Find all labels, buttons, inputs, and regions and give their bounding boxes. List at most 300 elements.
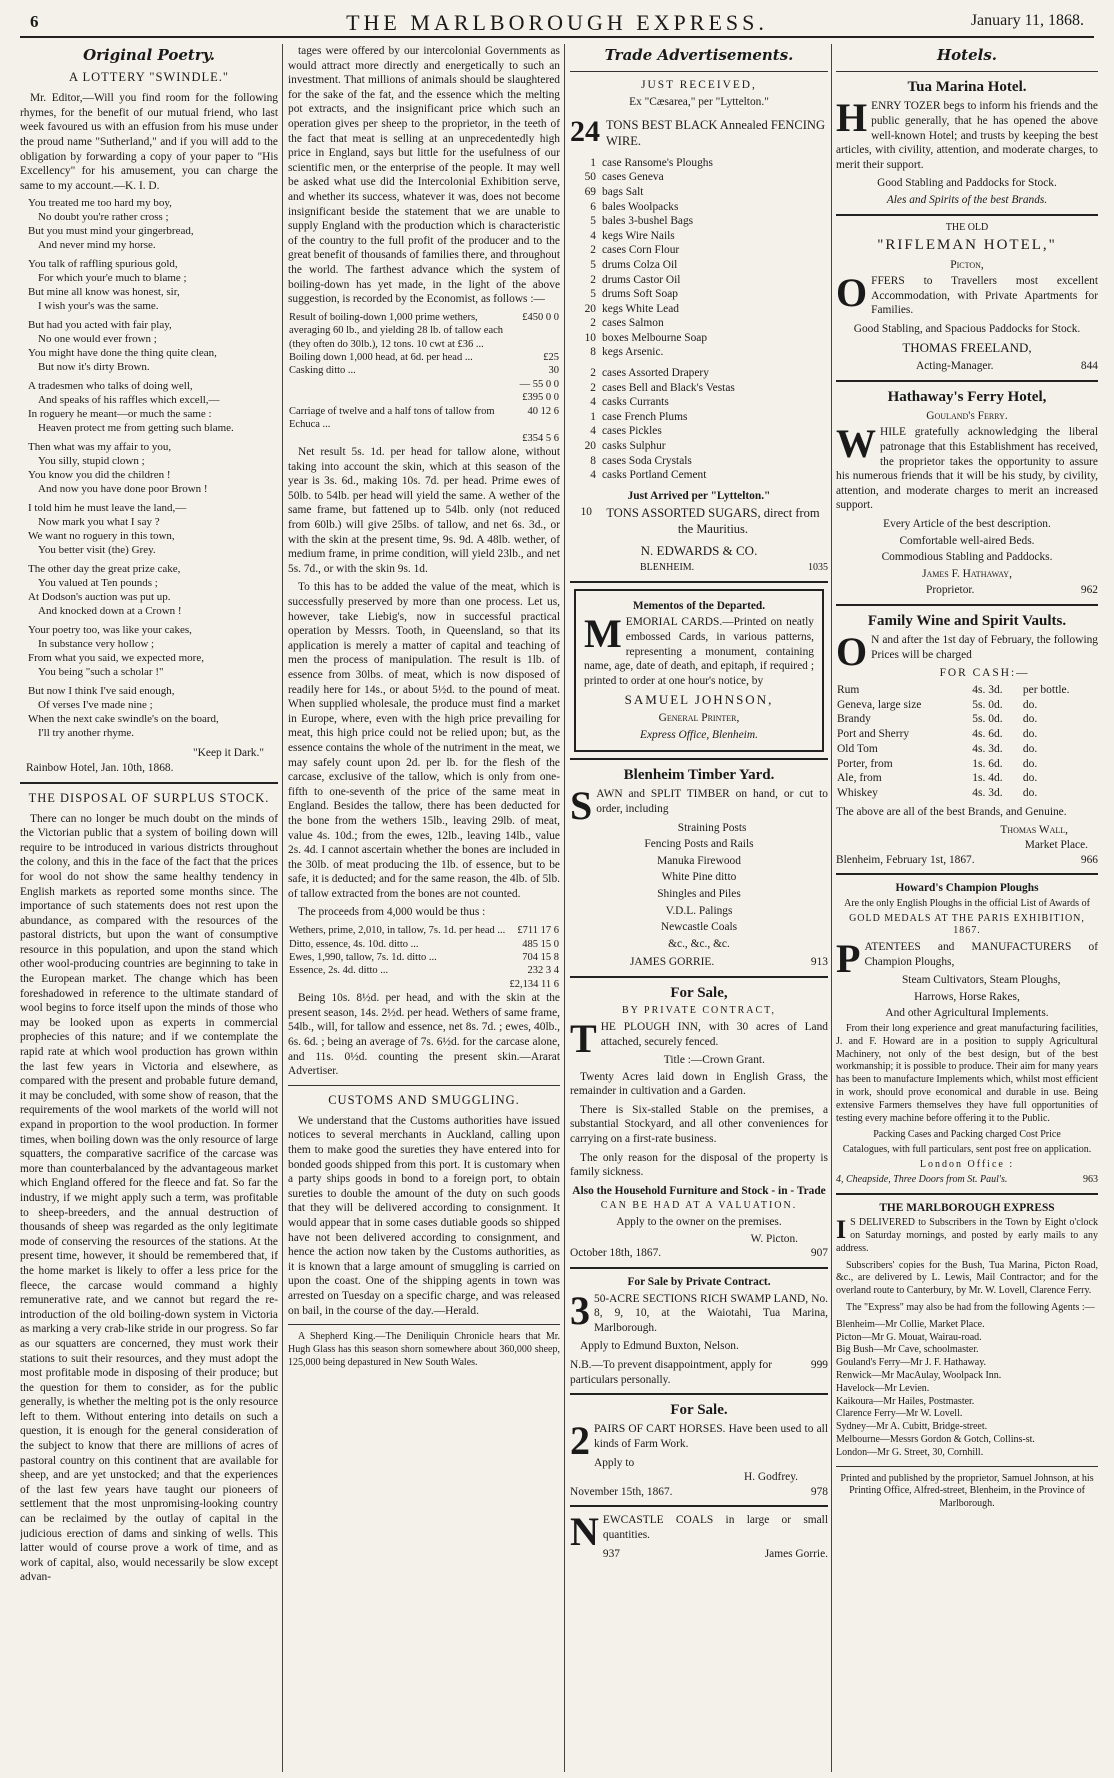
paragraph: tages were offered by our intercolonial Governments as would attract more directly and energetically to such an investment. That millions of animals should be slaughtered for the sake of the fat, and the essence which the melting pot extracts, and the insignificant price which such an operation gives per sheep to the proprietor, in the teeth of the fact that meat is selling at an unprecedentedly high price in England, says but little for the usefulness of our scientific men, or the enterprise of the people. It may well be asked what use did the Intercolonial Exhibition serve, and whether its success, whatever it was, does not become insignificant beside the statement that we are unable to supply England with the production which is characteristic of the country to the full profit of the producer and to the great benefit of thousands of families there, and throughout the world. The farthest advance which the system of boiling-down has yet made, in the light of the above suggestion, is recorded by the Economist, as follows :— bbox=[288, 45, 560, 306]
price-amount: 1s. 6d. bbox=[972, 757, 1003, 770]
goods-name: casks Portland Cement bbox=[602, 469, 707, 482]
howard-text: ATENTEES and MANUFACTURERS of Champion Ploughs, bbox=[864, 941, 1098, 968]
drop-cap: I bbox=[836, 1215, 847, 1245]
poem-line: And knocked down at a Crown ! bbox=[38, 604, 182, 617]
poem-stanza bbox=[28, 685, 278, 740]
hotel-line: Every Article of the best description. bbox=[883, 518, 1051, 531]
goods-qty: 1 bbox=[590, 156, 596, 169]
section-heading: Hotels. bbox=[936, 46, 997, 64]
poem-line: From what you said, we expected more, bbox=[28, 651, 204, 664]
table-cell: Casking ditto ... bbox=[289, 365, 356, 377]
ad-number: 978 bbox=[810, 1485, 828, 1498]
drop-cap: N bbox=[570, 1509, 599, 1555]
goods-item bbox=[570, 156, 828, 171]
poem-line: When the next cake swindle's on the board, bbox=[28, 712, 219, 725]
table-amount: 30 bbox=[548, 365, 559, 377]
firm-name: N. EDWARDS & CO. bbox=[640, 543, 758, 559]
ad-title: For Sale, bbox=[670, 984, 728, 1001]
divider bbox=[570, 758, 828, 760]
table-cell bbox=[288, 432, 519, 445]
ad-name: James Gorrie. bbox=[764, 1547, 828, 1560]
poem-line: In roguery he meant—or much the same : bbox=[28, 407, 212, 420]
poem-stanzas bbox=[20, 197, 278, 740]
paragraph: There is Six-stalled Stable on the premises, a substantial Stockyard, and all other conveniences for carrying on a first-rate business. bbox=[570, 1103, 828, 1146]
hotel-text: FFERS to Travellers most excellent Accommodation, with Private Apartments for Families. bbox=[871, 275, 1098, 317]
drop-cap: 3 bbox=[570, 1287, 590, 1333]
goods-item bbox=[570, 381, 828, 396]
price-row bbox=[836, 712, 1098, 727]
goods-name: boxes Melbourne Soap bbox=[602, 331, 708, 344]
arrived-line: Just Arrived per "Lyttelton." bbox=[627, 489, 771, 502]
howard-line: And other Agricultural Implements. bbox=[885, 1007, 1049, 1020]
ad-text: 50-ACRE SECTIONS RICH SWAMP LAND, No. 8, 9, 10, at the Waiotahi, Tua Marina, Marlborough. bbox=[594, 1292, 828, 1334]
divider bbox=[20, 782, 278, 784]
paragraph: Twenty Acres laid down in English Grass, the remainder in cultivation and a Garden. bbox=[570, 1070, 828, 1098]
timber-item: White Pine ditto bbox=[661, 871, 737, 884]
column-2 bbox=[288, 44, 560, 1772]
howard-title: Howard's Champion Ploughs bbox=[895, 882, 1039, 895]
ad-date: November 15th, 1867. bbox=[570, 1485, 673, 1498]
poem-title: A LOTTERY "SWINDLE." bbox=[69, 70, 229, 85]
ad-footer bbox=[570, 1358, 828, 1387]
section-heading: Original Poetry. bbox=[83, 46, 215, 64]
poem-line: No one would ever frown ; bbox=[38, 333, 157, 346]
table-row bbox=[288, 311, 560, 351]
hotel-kicker: THE OLD bbox=[945, 221, 989, 233]
divider bbox=[288, 1085, 560, 1086]
sugars-number: 10 bbox=[580, 506, 592, 519]
table-amount: 232 3 4 bbox=[527, 965, 559, 977]
poem-stanza bbox=[28, 502, 278, 557]
shepherd-paragraph: A Shepherd King.—The Deniliquin Chronicle hears that Mr. Hugh Glass has this season shorn somewhere about 360,000 sheep, 125,000 being depastured in New South Wales. bbox=[288, 1331, 560, 1368]
poem-line: But you must mind your gingerbread, bbox=[28, 224, 194, 237]
article-body bbox=[288, 445, 560, 920]
hotel-subtitle: Gouland's Ferry. bbox=[926, 409, 1008, 422]
price-row bbox=[836, 742, 1098, 757]
goods-qty: 4 bbox=[590, 396, 596, 409]
hotel-title: Hathaway's Ferry Hotel, bbox=[887, 388, 1047, 405]
timber-item: Manuka Firewood bbox=[657, 854, 741, 867]
ad-note: N.B.—To prevent disappointment, apply for particulars personally. bbox=[570, 1359, 772, 1386]
drop-cap: T bbox=[570, 1015, 597, 1061]
howard-text: Are the only English Ploughs in the official List of Awards of bbox=[844, 897, 1090, 909]
timber-item: Straining Posts bbox=[677, 821, 747, 834]
agent-item: Kaikoura—Mr Hailes, Postmaster. bbox=[836, 1395, 975, 1407]
goods-name: bags Salt bbox=[602, 185, 644, 198]
howard-body: From their long experience and great manufacturing facilities, J. and F. Howard are in a position to supply Agricultural Machinery, not only of the best design, but of the best workmanship; it is possible to produce. Their aim for many years has been to manufacture Implements which, whilst most efficient in work, should prove economical and durable in use. Being extensive Farmers themselves they have full opportunities of testing every machine before offering it to the Public. bbox=[836, 1023, 1098, 1124]
hotel-title: "RIFLEMAN HOTEL," bbox=[877, 237, 1057, 254]
ad-footer bbox=[570, 1485, 828, 1500]
price-unit: per bottle. bbox=[1022, 683, 1070, 696]
ad-name: SAMUEL JOHNSON, bbox=[624, 692, 774, 708]
poem-line: The other day the great prize cake, bbox=[28, 563, 181, 576]
table-amount: £2,134 11 6 bbox=[509, 978, 559, 990]
poem-line: You treated me too hard my boy, bbox=[28, 197, 172, 210]
ad-footer bbox=[570, 955, 828, 970]
goods-name: cases Salmon bbox=[602, 317, 664, 330]
express-text: S DELIVERED to Subscribers in the Town by Eight o'clock on Saturday mornings, and posted by early mails to any address. bbox=[836, 1217, 1098, 1254]
divider bbox=[570, 1505, 828, 1507]
goods-qty: 1 bbox=[590, 410, 596, 423]
table-row bbox=[288, 405, 560, 432]
goods-item bbox=[570, 366, 828, 381]
table-cell: Carriage of twelve and a half tons of tallow from Echuca ... bbox=[289, 405, 495, 431]
divider bbox=[570, 1393, 828, 1395]
goods-qty: 4 bbox=[590, 229, 596, 242]
poem-line: You silly, stupid clown ; bbox=[38, 455, 145, 468]
hotel-name: James F. Hathaway, bbox=[922, 567, 1012, 580]
price-row bbox=[836, 786, 1098, 801]
divider bbox=[288, 1324, 560, 1325]
poem-line: I'll try another rhyme. bbox=[38, 726, 135, 739]
poem-stanza bbox=[28, 258, 278, 313]
goods-qty: 8 bbox=[590, 346, 596, 359]
ad-text: HE PLOUGH INN, with 30 acres of Land attached, securely fenced. bbox=[600, 1020, 828, 1048]
howard-line: Harrows, Horse Rakes, bbox=[914, 990, 1020, 1003]
goods-qty: 5 bbox=[590, 258, 596, 271]
drop-cap: H bbox=[836, 95, 868, 141]
agent-item: Renwick—Mr MacAulay, Woolpack Inn. bbox=[836, 1369, 1002, 1381]
poem-signoff: "Keep it Dark." bbox=[193, 747, 264, 760]
price-unit: do. bbox=[1022, 728, 1038, 741]
howard-footer bbox=[836, 1174, 1098, 1187]
ad-also: Also the Household Furniture and Stock - in - Trade bbox=[572, 1184, 826, 1197]
poem-intro: Mr. Editor,—Will you find room for the following rhymes, for the benefit of our mutual friend, who last week favoured us with an effusion from his muse under the proud name "Sutherland," and if you will add to the obligation by forwarding a copy of your paper to "His Excellency" for his amusement, you can charge the same to my account.—K. I. D. bbox=[20, 92, 278, 192]
table-amount: £25 bbox=[543, 352, 559, 363]
ad-apply: Apply to Edmund Buxton, Nelson. bbox=[580, 1340, 739, 1353]
goods-item bbox=[570, 258, 828, 273]
goods-name: bales Woolpacks bbox=[602, 200, 679, 213]
goods-qty: 8 bbox=[590, 454, 596, 467]
table-amount: 485 15 0 bbox=[522, 938, 559, 950]
goods-item bbox=[570, 316, 828, 331]
goods-qty: 2 bbox=[590, 317, 596, 330]
table-row bbox=[288, 951, 560, 964]
agent-item: Gouland's Ferry—Mr J. F. Hathaway. bbox=[836, 1357, 987, 1369]
goods-qty: 5 bbox=[590, 215, 596, 228]
vaults-number: 966 bbox=[1080, 853, 1098, 866]
table-cell bbox=[288, 378, 519, 391]
table-row bbox=[288, 924, 560, 937]
express-text: Subscribers' copies for the Bush, Tua Marina, Picton Road, &c., are delivered by L. Lewis, Mail Contractor; and for the overland route to Canterbury, by Mr. W. Lovell, Clarence Ferry. bbox=[836, 1259, 1098, 1297]
poem-stanza bbox=[28, 380, 278, 435]
price-item: Old Tom bbox=[837, 742, 878, 755]
goods-item bbox=[570, 214, 828, 229]
timber-item: Newcastle Coals bbox=[660, 921, 738, 934]
hotel-footer bbox=[836, 583, 1098, 598]
ad-name: JAMES GORRIE. bbox=[630, 956, 715, 969]
ad-heading: JUST RECEIVED, bbox=[641, 79, 757, 92]
agent-item: Clarence Ferry—Mr W. Lovell. bbox=[836, 1408, 963, 1420]
vaults-text: N and after the 1st day of February, the following Prices will be charged bbox=[871, 634, 1098, 661]
agent-item: Sydney—Mr A. Cubitt, Bridge-street. bbox=[836, 1421, 988, 1433]
goods-name: kegs Wire Nails bbox=[602, 229, 675, 242]
hotel-line: Comfortable well-aired Beds. bbox=[899, 534, 1035, 547]
goods-item bbox=[570, 185, 828, 200]
poem-stanza bbox=[28, 319, 278, 374]
paragraph: The only reason for the disposal of the property is family sickness. bbox=[570, 1151, 828, 1179]
goods-name: kegs Arsenic. bbox=[602, 346, 664, 359]
table-amount: £711 17 6 bbox=[517, 925, 559, 937]
column-rule bbox=[282, 44, 283, 1772]
issue-date: January 11, 1868. bbox=[970, 12, 1084, 29]
drop-cap: S bbox=[570, 783, 593, 829]
price-amount: 4s. 3d. bbox=[972, 742, 1003, 755]
vaults-footer bbox=[836, 853, 1098, 868]
poem-line: But now I think I've said enough, bbox=[28, 685, 175, 698]
goods-item bbox=[570, 243, 828, 258]
ad-title: Mementos of the Departed. bbox=[632, 599, 766, 612]
price-unit: do. bbox=[1022, 757, 1038, 770]
agents-list bbox=[836, 1319, 1098, 1460]
drop-cap: O bbox=[836, 270, 868, 316]
goods-item bbox=[570, 331, 828, 346]
ad-subtitle: BY PRIVATE CONTRACT, bbox=[622, 1005, 776, 1017]
price-amount: 4s. 3d. bbox=[972, 787, 1003, 800]
paragraph: The proceeds from 4,000 would be thus : bbox=[298, 906, 486, 919]
table-row bbox=[288, 964, 560, 977]
goods-name: kegs White Lead bbox=[602, 302, 679, 315]
table-amount: 40 12 6 bbox=[527, 405, 559, 417]
poem-stanza bbox=[28, 197, 278, 252]
poem-line: You valued at Ten pounds ; bbox=[38, 577, 158, 590]
drop-cap: W bbox=[836, 421, 876, 467]
agent-item: Blenheim—Mr Collie, Market Place. bbox=[836, 1318, 985, 1330]
poem-line: Now mark you what I say ? bbox=[38, 516, 160, 529]
table-cell: Ditto, essence, 4s. 10d. ditto ... bbox=[289, 938, 419, 950]
goods-item bbox=[570, 170, 828, 185]
goods-qty: 2 bbox=[590, 367, 596, 380]
poem-stanza bbox=[28, 441, 278, 496]
price-item: Rum bbox=[837, 683, 860, 696]
poem-place: Rainbow Hotel, Jan. 10th, 1868. bbox=[26, 761, 174, 774]
divider bbox=[570, 1267, 828, 1269]
hotel-text: HILE gratefully acknowledging the liberal patronage that this Establishment has received, the proprietor takes the opportunity to assure his numerous friends that it will be his study, by civility, attention, and moderate charges to merit an increased support. bbox=[836, 426, 1098, 512]
price-amount: 5s. 0d. bbox=[972, 698, 1003, 711]
goods-item bbox=[570, 229, 828, 244]
ad-number: 999 bbox=[810, 1359, 828, 1371]
poem-line: But mine all know was honest, sir, bbox=[28, 285, 180, 298]
howard-catalogues: Catalogues, with full particulars, sent post free on application. bbox=[842, 1144, 1092, 1156]
paragraph: There can no longer be much doubt on the minds of the Victorian public that a system of boiling down will require to be introduced in various districts throughout the colony, and this in the face of the fact that the prices for wool do not show the same healthy tendency in English markets as reported some months since. The importance of such statements does not rest upon the abundance, as compared with the resources of the pastoral districts, but upon the want of consumptive resource in this population, and upon the stand which other wool-producing countries are beginning to take in the European market. The change which has been foreshadowed in reference to the ultimate standard of wool begins to force itself upon the minds of those who may be looked upon as experts in commercial prophecies of this nature; and if we contemplate the rapid rate at which wool production has grown within the last few years in Victoria and elsewhere, as compared with the present and probable future demand, it may be concluded, with some show of reason, that the requirements of the wool markets of the world will not expand in proportion to the wool production. In former times, when boiling down was the only resource of large squatters, the comparative sacrifice of the carcase was more than counterbalanced by the advantageous market which England offered for the fleece and fat. So far the industry, if we might apply such a term, was profitable to sheep-breeders, and the annual destruction of thousands of sheep was regarded as the only legitimate mode of conserving the resources of the stations. At the present time, however, it should be remembered that, if the home market is likely to offer a less price for the fleece, the carcase would command a highly remunerative rate, and we cannot but regard the re-introduction of the old boiling-down system in Victoria as marking a very crab-like stride in our progress. So far as our squatters are concerned, they must work their stations to suit their resources, and they must adopt the most profitable mode in disposing of their produce; but the question for them to consider, as for the public generally, is whether the melting pot is the only resource left to them. Without entering into details on such a question, it is enough for the general consideration of the subject to know that there are millions of acres of pastoral country on this continent that are available for sheep, and are yet unstocked; and that the experiences of the last few years have taught our pioneers of settlement that the most unpromising-looking country can be reclaimed by the outlay of capital in the judicious erection of dams and sinking of wells. This latter would of course prove a work of time, and as work of capital, also, would necessarily be slow except advan- bbox=[20, 812, 278, 1584]
ad-office: Express Office, Blenheim. bbox=[640, 728, 758, 741]
poem-line: But had you acted with fair play, bbox=[28, 319, 172, 332]
table-row bbox=[288, 938, 560, 951]
hotel-text: ENRY TOZER begs to inform his friends and the public generally, that he has opened the above well-known Hotel; and trusts by keeping the best articles, with civility, attention, and moderate charges, to merit their support. bbox=[836, 100, 1098, 171]
article-body bbox=[288, 44, 560, 307]
paragraph: Net result 5s. 1d. per head for tallow alone, without taking into account the skin, which at this season of the year is 3s. 6d., making 10s. 7d. per head. Prime ewes of 50lb. to 54lb. per head will yield the same. A wether of the same frame, but fattened up to 54lb. only (not reduced from 60lb.) will give 25lbs. of tallow, and net 6s. 3d., or with the skin at the present time, 9s. 9d. A 48lb. wether, of medium frame, in prime condition, will yield 23lb., and net 5s. 7d., or with the skin 9s. 1d. bbox=[288, 446, 560, 575]
divider bbox=[836, 1466, 1098, 1467]
timber-item: &c., &c., &c. bbox=[668, 937, 730, 950]
goods-item bbox=[570, 439, 828, 454]
hotel-stabling: Good Stabling, and Spacious Paddocks for Stock. bbox=[853, 322, 1081, 335]
ad-footer bbox=[570, 562, 828, 575]
table-cell: Wethers, prime, 2,010, in tallow, 7s. 1d. per head ... bbox=[289, 925, 506, 937]
article-title: THE DISPOSAL OF SURPLUS STOCK. bbox=[28, 790, 270, 805]
agent-item: London—Mr G. Street, 30, Cornhill. bbox=[836, 1446, 984, 1458]
table-amount: 704 15 8 bbox=[522, 951, 559, 963]
agent-item: Havelock—Mr Levien. bbox=[836, 1382, 930, 1394]
timber-item: Shingles and Piles bbox=[657, 887, 741, 900]
hotel-line: Commodious Stabling and Paddocks. bbox=[881, 551, 1053, 564]
table-cell bbox=[288, 978, 508, 991]
goods-name: cases Pickles bbox=[602, 425, 662, 438]
table-row bbox=[288, 364, 560, 377]
goods-item bbox=[570, 410, 828, 425]
hotel-lines bbox=[836, 517, 1098, 565]
ad-text: PAIRS OF CART HORSES. Have been used to all kinds of Farm Work. bbox=[594, 1423, 828, 1450]
ad-text: AWN and SPLIT TIMBER on hand, or cut to order, including bbox=[596, 788, 828, 815]
poem-line: I told him he must leave the land,— bbox=[28, 502, 187, 515]
tallow-table bbox=[288, 311, 560, 445]
table-cell: Result of boiling-down 1,000 prime wethers, averaging 60 lb., and yielding 28 lb. of tallow each (they often do 30lb.), 12 tons. 10 cwt at £36 ... bbox=[289, 311, 504, 350]
goods-name: drums Castor Oil bbox=[602, 273, 681, 286]
divider bbox=[570, 976, 828, 978]
paragraph: We understand that the Customs authorities have issued notices to several merchants in Auckland, calling upon them to make good the sureties they have entered into for bonded goods shipped from this port. It is customary when a party ships goods in bond to a foreign port, to obtain sureties to double the amount of the duty on such goods that they will be delivered according to consignment. It would appear that in some cases dutiable goods so shipped have not been delivered according to consignment, and hence the action now taken by the Customs authorities, as it is known that a large amount of smuggling is carried on upon the coast. One of the shipping agents in town was arrested on Tuesday on a specific charge, and was released on bail, in the course of the day.—Herald. bbox=[288, 1114, 560, 1317]
goods-name: casks Sulphur bbox=[602, 440, 666, 453]
price-row bbox=[836, 757, 1098, 772]
article-body bbox=[288, 991, 560, 1079]
poem-line: And never mind my horse. bbox=[38, 238, 156, 251]
price-item: Whiskey bbox=[837, 787, 878, 800]
poem-line: Of verses I've made nine ; bbox=[38, 699, 153, 712]
divider bbox=[836, 71, 1098, 72]
goods-item bbox=[570, 273, 828, 288]
price-amount: 4s. 6d. bbox=[972, 728, 1003, 741]
table-cell: Essence, 2s. 4d. ditto ... bbox=[289, 965, 389, 977]
price-unit: do. bbox=[1022, 772, 1038, 785]
divider bbox=[836, 1193, 1098, 1195]
masthead bbox=[20, 10, 1094, 38]
poem-line: In substance very hollow ; bbox=[38, 638, 155, 651]
poem-stanza bbox=[28, 563, 278, 618]
goods-item bbox=[570, 424, 828, 439]
goods-item bbox=[570, 302, 828, 317]
drop-cap: M bbox=[584, 611, 622, 657]
ad-body bbox=[570, 1070, 828, 1180]
divider bbox=[836, 873, 1098, 875]
price-amount: 1s. 4d. bbox=[972, 772, 1003, 785]
goods-item bbox=[570, 200, 828, 215]
agent-item: Big Bush—Mr Cave, schoolmaster. bbox=[836, 1344, 979, 1356]
newspaper-title: THE MARLBOROUGH EXPRESS. bbox=[346, 10, 768, 35]
goods-list bbox=[570, 156, 828, 360]
goods-qty: 2 bbox=[590, 273, 596, 286]
poem-line: I wish your's was the same. bbox=[38, 299, 159, 312]
memorial-ad bbox=[574, 589, 824, 752]
goods-name: cases Soda Crystals bbox=[602, 454, 692, 467]
hotel-name: THOMAS FREELAND, bbox=[902, 340, 1032, 356]
ad-subheading: Ex "Cæsarea," per "Lyttelton." bbox=[629, 95, 769, 108]
goods-qty: 10 bbox=[584, 331, 596, 344]
column-rule bbox=[831, 44, 832, 1772]
poem-line: You know you did the children ! bbox=[28, 468, 171, 481]
hotel-role: Acting-Manager. bbox=[916, 360, 994, 373]
column-1 bbox=[20, 44, 278, 1772]
price-list bbox=[836, 683, 1098, 801]
wire-text: TONS BEST BLACK Annealed FENCING WIRE. bbox=[606, 117, 825, 148]
ad-text: EWCASTLE COALS in large or small quantities. bbox=[602, 1514, 828, 1541]
express-text: The "Express" may also be had from the following Agents :— bbox=[846, 1302, 1095, 1313]
goods-name: cases Bell and Black's Vestas bbox=[602, 381, 735, 394]
drop-cap: O bbox=[836, 629, 868, 675]
goods-qty: 69 bbox=[584, 185, 596, 198]
hotel-number: 844 bbox=[1080, 360, 1098, 373]
ad-name: W. Picton. bbox=[750, 1232, 798, 1245]
vaults-note: The above are all of the best Brands, and Genuine. bbox=[836, 805, 1067, 818]
goods-list bbox=[570, 366, 828, 483]
price-row bbox=[836, 771, 1098, 786]
price-row bbox=[836, 698, 1098, 713]
ad-date: October 18th, 1867. bbox=[570, 1247, 662, 1260]
goods-name: drums Colza Oil bbox=[602, 258, 678, 271]
goods-name: case Ransome's Ploughs bbox=[602, 156, 713, 169]
poem-line: You better visit (the) Grey. bbox=[38, 543, 156, 556]
hotel-ales: Ales and Spirits of the best Brands. bbox=[886, 193, 1048, 206]
ad-number: 937 bbox=[602, 1547, 620, 1560]
imprint: Printed and published by the proprietor, Samuel Johnson, at his Printing Office, Alfred-street, Blenheim, in the Province of Marlborough. bbox=[840, 1472, 1094, 1510]
divider bbox=[570, 581, 828, 583]
price-row bbox=[836, 727, 1098, 742]
paragraph: Being 10s. 8½d. per head, and with the skin at the present season, 14s. 2½d. per head. Wethers of same frame, 54lb., will, for tallow and essence, net 8s. 7d. ; ewes, 40lb., 6s. 6d. ; being an average of 7s. 6½d. for the carcase alone, and 11s. 0½d. counting the present skin.—Ararat Advertiser. bbox=[288, 992, 560, 1078]
goods-qty: 50 bbox=[584, 171, 596, 184]
ad-footer bbox=[603, 1547, 828, 1562]
table-cell: Ewes, 1,990, tallow, 7s. 1d. ditto ... bbox=[289, 951, 437, 963]
poem-line: And speaks of his raffles which excell,— bbox=[38, 394, 220, 407]
poem-line: No doubt you're rather cross ; bbox=[38, 211, 169, 224]
howard-address: 4, Cheapside, Three Doors from St. Paul's. bbox=[836, 1173, 1008, 1185]
price-unit: do. bbox=[1022, 698, 1038, 711]
article-body bbox=[20, 812, 278, 1585]
goods-item bbox=[570, 468, 828, 483]
ad-apply: Apply to bbox=[594, 1456, 635, 1469]
column-4 bbox=[836, 44, 1098, 1772]
drop-cap: 2 bbox=[570, 1418, 590, 1464]
article-title: CUSTOMS AND SMUGGLING. bbox=[328, 1092, 520, 1107]
big-number: 24 bbox=[570, 115, 600, 149]
ad-title: For Sale. bbox=[670, 1402, 728, 1419]
ad-title: For Sale by Private Contract. bbox=[627, 1276, 771, 1289]
poem-line: But now it's dirty Brown. bbox=[38, 360, 150, 373]
ad-number: 913 bbox=[810, 956, 828, 969]
goods-qty: 2 bbox=[590, 244, 596, 257]
price-item: Porter, from bbox=[837, 757, 893, 770]
hotel-role: Proprietor. bbox=[926, 584, 975, 597]
vaults-name: Thomas Wall, bbox=[1000, 824, 1068, 837]
table-amount: — 55 0 0 bbox=[519, 378, 559, 390]
cash-heading: FOR CASH:— bbox=[939, 667, 1030, 680]
timber-item: V.D.L. Palings bbox=[665, 904, 733, 917]
goods-item bbox=[570, 395, 828, 410]
hotel-number: 962 bbox=[1080, 584, 1098, 597]
hotel-footer bbox=[836, 359, 1098, 374]
goods-qty: 6 bbox=[590, 200, 596, 213]
sugars-text: TONS ASSORTED SUGARS, direct from the Mauritius. bbox=[606, 506, 820, 537]
price-item: Brandy bbox=[837, 713, 871, 726]
goods-qty: 4 bbox=[590, 425, 596, 438]
ad-name: H. Godfrey. bbox=[744, 1471, 798, 1484]
poem-line: You talk of raffling spurious gold, bbox=[28, 258, 178, 271]
timber-item: Fencing Posts and Rails bbox=[644, 838, 754, 851]
divider bbox=[836, 604, 1098, 606]
table-amount: £450 0 0 bbox=[522, 311, 559, 323]
ad-apply: Apply to the owner on the premises. bbox=[616, 1216, 782, 1229]
howard-number: 963 bbox=[1083, 1173, 1098, 1185]
title-line: Title :—Crown Grant. bbox=[663, 1054, 765, 1067]
article-body bbox=[288, 1114, 560, 1318]
table-row bbox=[288, 391, 560, 404]
ad-footer bbox=[570, 1246, 828, 1261]
